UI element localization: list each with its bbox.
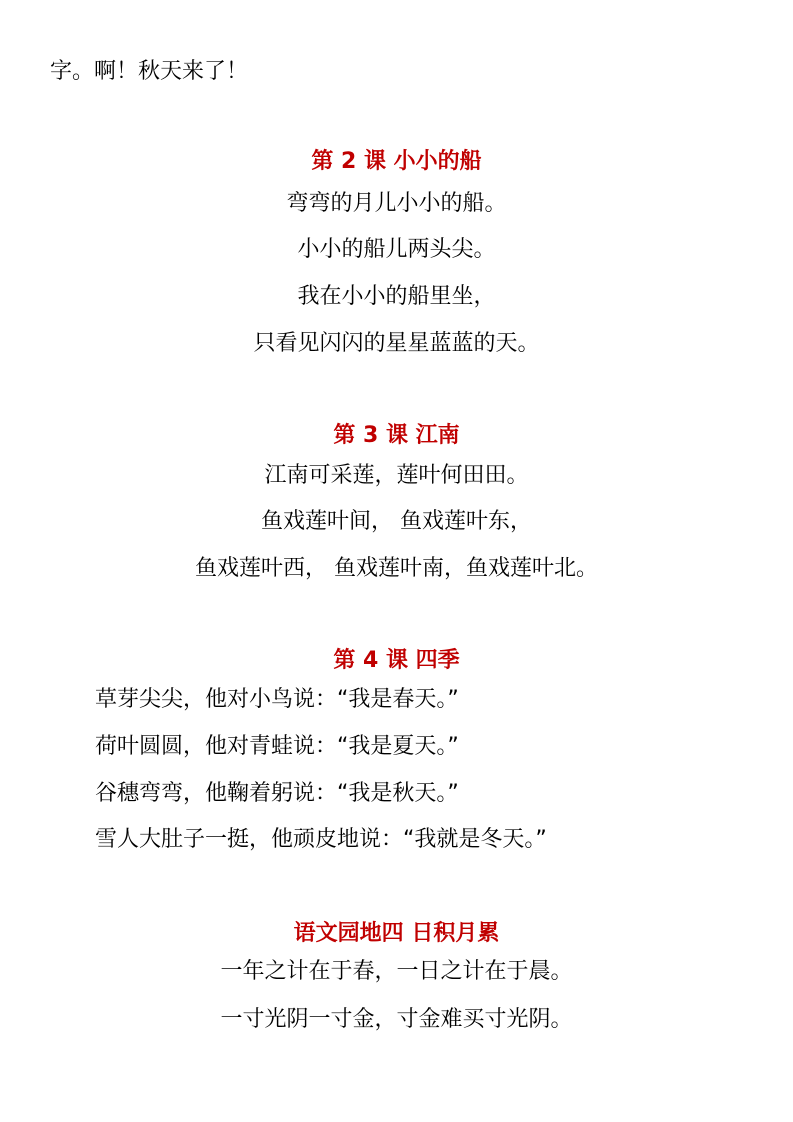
poem-line: 一年之计在于春，一日之计在于晨。 [220,959,573,984]
poem-line: 江南可采莲，莲叶何田田。 [264,463,529,488]
poem-line: 雪人大肚子一挺，他顽皮地说：“我就是冬天。” [95,827,547,852]
poem-line: 只看见闪闪的星星蓝蓝的天。 [253,331,540,356]
poem-line: 我在小小的船里坐， [297,284,496,309]
poem-line: 小小的船儿两头尖。 [297,237,496,262]
section-title: 第 2 课 小小的船 [311,149,482,174]
poem-line: 草芽尖尖，他对小鸟说：“我是春天。” [95,687,459,712]
poem-line: 荷叶圆圆，他对青蛙说：“我是夏天。” [95,734,459,759]
poem-line: 鱼戏莲叶西， 鱼戏莲叶南，鱼戏莲叶北。 [195,556,598,581]
section-title: 第 3 课 江南 [333,423,460,448]
poem-line: 谷穗弯弯，他鞠着躬说：“我是秋天。” [95,781,459,806]
poem-line: 弯弯的月儿小小的船。 [286,191,507,216]
poem-line: 一寸光阴一寸金，寸金难买寸光阴。 [220,1007,573,1032]
poem-line: 鱼戏莲叶间， 鱼戏莲叶东， [261,509,532,534]
intro-line: 字。啊！秋天来了！ [50,59,249,84]
section-title: 第 4 课 四季 [333,648,460,673]
section-title: 语文园地四 日积月累 [293,921,500,946]
